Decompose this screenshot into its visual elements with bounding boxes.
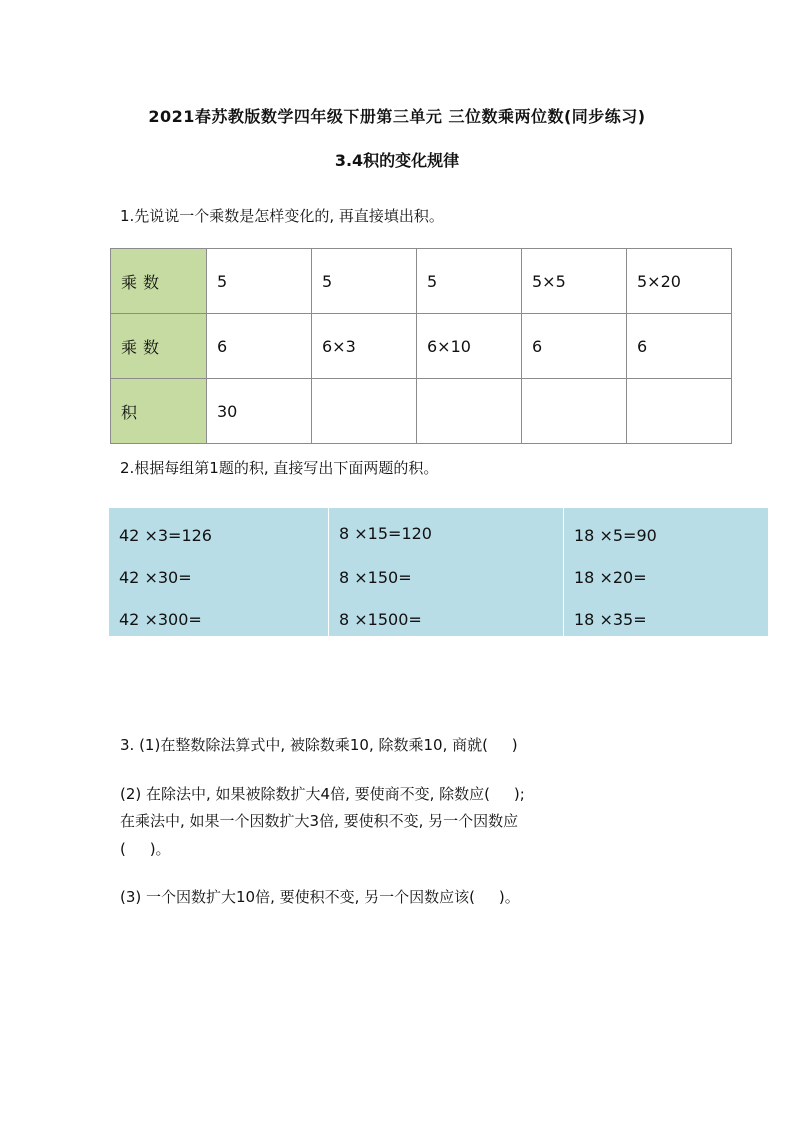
- table-cell: 6×10: [417, 314, 522, 379]
- row-header: 积: [111, 379, 207, 444]
- table-cell: 5: [417, 249, 522, 314]
- table-cell: 30: [207, 379, 312, 444]
- table-cell: 6: [207, 314, 312, 379]
- equation-group-3: [563, 508, 768, 636]
- question-2-prompt: 2.根据每组第1题的积, 直接写出下面两题的积。: [120, 459, 439, 477]
- table-row: [111, 379, 732, 444]
- row-header: 乘数: [111, 314, 207, 379]
- table-cell: 5×5: [522, 249, 627, 314]
- table-cell: 5: [207, 249, 312, 314]
- equation: 8 ×150=: [339, 568, 412, 587]
- equation: 8 ×15=120: [339, 524, 432, 543]
- answer-cell[interactable]: [312, 379, 417, 444]
- question-3-part-1: 3. (1)在整数除法算式中, 被除数乘10, 除数乘10, 商就( ): [120, 736, 518, 754]
- question-3-part-2-line-1: (2) 在除法中, 如果被除数扩大4倍, 要使商不变, 除数应( );: [120, 785, 525, 803]
- question-1-prompt: 1.先说说一个乘数是怎样变化的, 再直接填出积。: [120, 207, 444, 225]
- answer-cell[interactable]: [627, 379, 732, 444]
- question-3-part-3: (3) 一个因数扩大10倍, 要使积不变, 另一个因数应该( )。: [120, 888, 520, 906]
- table-cell: 5×20: [627, 249, 732, 314]
- worksheet-subtitle: 3.4积的变化规律: [334, 151, 460, 170]
- answer-cell[interactable]: [522, 379, 627, 444]
- table-cell: 6: [522, 314, 627, 379]
- equation-group-2: [328, 508, 563, 636]
- question-3-part-2-line-3: ( )。: [120, 840, 171, 858]
- question-2-panel: [109, 508, 768, 636]
- equation: 42 ×30=: [119, 568, 192, 587]
- question-1-table: [110, 248, 732, 444]
- answer-cell[interactable]: [417, 379, 522, 444]
- table-cell: 5: [312, 249, 417, 314]
- table-cell: 6: [627, 314, 732, 379]
- equation: 18 ×5=90: [574, 526, 657, 545]
- question-3-part-2-line-2: 在乘法中, 如果一个因数扩大3倍, 要使积不变, 另一个因数应: [120, 812, 519, 830]
- equation: 8 ×1500=: [339, 610, 422, 629]
- equation: 18 ×35=: [574, 610, 647, 629]
- table-row: [111, 249, 732, 314]
- worksheet-title: 2021春苏教版数学四年级下册第三单元 三位数乘两位数(同步练习): [148, 107, 646, 126]
- equation: 42 ×300=: [119, 610, 202, 629]
- equation: 18 ×20=: [574, 568, 647, 587]
- table-cell: 6×3: [312, 314, 417, 379]
- row-header: 乘数: [111, 249, 207, 314]
- equation: 42 ×3=126: [119, 526, 212, 545]
- equation-group-1: [109, 508, 328, 636]
- table-row: [111, 314, 732, 379]
